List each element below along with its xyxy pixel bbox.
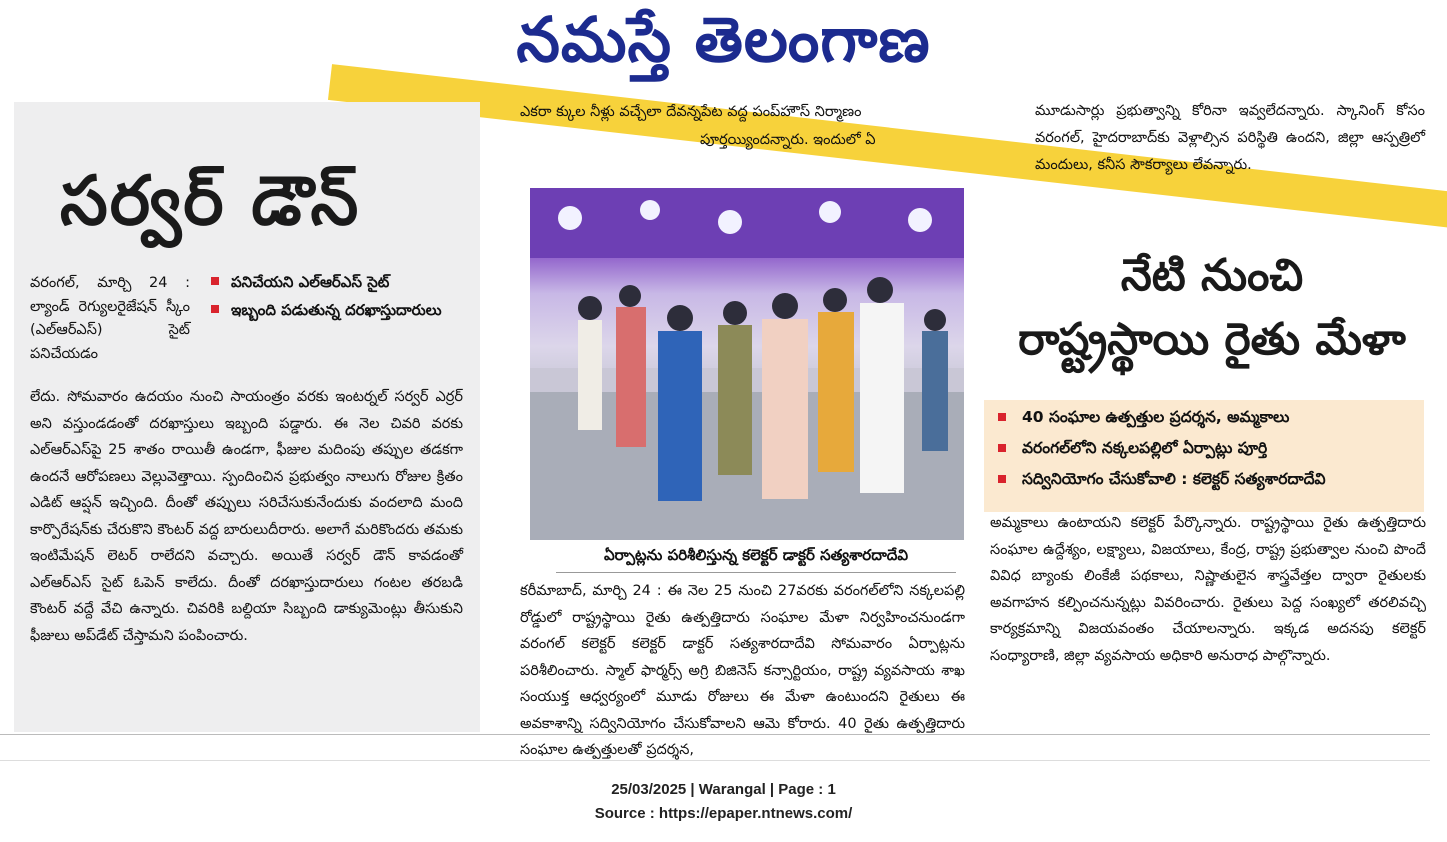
- left-article-body-text: లేదు. సోమవారం ఉదయం నుంచి సాయంత్రం వరకు ఇంటర్నల్ సర్వర్ ఎర్రర్ అని వస్తుండడంతో దరఖాస్తులు ఇబ్బంది పడ్డారు. ఈ నెల చివరి వరకు ఎల్ఆర్ఎస్‌పై 25 శాతం రాయితీ ఉండగా, ఫీజుల మదింపు తప్పుల తడకగా ఉందనే ఆరోపణలు వెల్లువెత్తాయి. స్పందించిన ప్రభుత్వం నాలుగు రోజుల క్రితం ఎడిట్ ఆప్షన్ ఇచ్చింది. దీంతో తప్పులు సరిచేసుకునేందుకు వందలాది మంది కార్పొరేషన్‌కు చేరుకొని కౌంటర్ వద్ద బారులుదీరారు. అలాగే మరికొందరు తమకు ఇంటిమేషన్ లెటర్ రాలేదని వచ్చారు. అయితే సర్వర్ డౌన్ కావడంతో ఎల్ఆర్ఎస్ సైట్ ఓపెన్ కాలేదు. దీంతో దరఖాస్తుదారులు గంటల తరబడి కౌంటర్ వద్దే వేచి ఉన్నారు. చివరికి బల్దియా సిబ్బంది డాక్యుమెంట్లు తీసుకుని ఫీజులు అప్‌డేట్ చేస్తామని పంపించారు.: [30, 389, 463, 644]
- right-headline-line1: నేటి నుంచి: [1120, 250, 1304, 301]
- collector-inspection-photo: [530, 188, 964, 540]
- top-strip-mid-line: పూర్తయ్యిందన్నారు. ఇందులో ఏ: [700, 132, 876, 148]
- bullet-item: [205, 298, 465, 322]
- red-square-bullet-icon: [998, 475, 1006, 483]
- left-article-body: [30, 384, 463, 649]
- right-article-headline: [992, 244, 1432, 372]
- bullet-item: [984, 466, 1424, 493]
- bullet-text: 40 సంఘాల ఉత్పత్తుల ప్రదర్శన, అమ్మకాలు: [1022, 408, 1290, 426]
- red-square-bullet-icon: [998, 413, 1006, 421]
- photo-caption: ఏర్పాట్లను పరిశీలిస్తున్న కలెక్టర్ డాక్టర్ సత్యశారదాదేవి: [556, 546, 956, 573]
- bullet-item: [984, 435, 1424, 462]
- left-article-dateline: వరంగల్, మార్చి 24 : ల్యాండ్ రెగ్యులరైజేషన్ స్కీం (ఎల్ఆర్ఎస్) సైట్ పనిచేయడం: [30, 275, 190, 362]
- page-bottom-rule-2: [0, 760, 1430, 761]
- footer-date-edition: 25/03/2025 | Warangal | Page : 1: [611, 781, 836, 798]
- page-footer: [0, 778, 1447, 826]
- bullet-text: సద్వినియోగం చేసుకోవాలి : కలెక్టర్ సత్యశారదాదేవి: [1022, 470, 1326, 488]
- top-strip-right-text: మూడుసార్లు ప్రభుత్వాన్ని కోరినా ఇవ్వలేదన్నారు. స్కానింగ్ కోసం వరంగల్, హైదరాబాద్‌కు వెళ్లాల్సిన పరిస్థితి ఉందని, జిల్లా ఆస్పత్రిలో మందులు, కనీస సౌకర్యాలు లేవన్నారు.: [1035, 103, 1425, 173]
- bullet-item: [984, 404, 1424, 431]
- footer-source-link[interactable]: Source : https://epaper.ntnews.com/: [594, 805, 853, 822]
- right-article-bullets: [984, 400, 1424, 512]
- right-article-mid-body: కరీమాబాద్, మార్చి 24 : ఈ నెల 25 నుంచి 27వరకు వరంగల్‌లోని నక్కలపల్లి రోడ్డులో రాష్ట్రస్థాయి రైతు ఉత్పత్తిదారు సంఘాల మేళా నిర్వహించనుండగా వరంగల్ కలెక్టర్ కలెక్టర్ డాక్టర్ సత్యశారదాదేవి సోమవారం ఏర్పాట్లను పరిశీలించారు. స్మాల్ ఫార్మర్స్ అగ్రి బిజినెస్ కన్సార్టియం, రాష్ట్ర వ్యవసాయ శాఖ సంయుక్త ఆధ్వర్యంలో మూడు రోజులు ఈ మేళా ఉంటుందని రైతులు ఈ అవకాశాన్ని సద్వినియోగం చేసుకోవాలని ఆమె కోరారు. 40 రైతు ఉత్పత్తిదారు సంఘాల ఉత్పత్తులతో ప్రదర్శన,: [520, 583, 965, 758]
- page-bottom-rule: [0, 734, 1430, 735]
- newspaper-masthead: నమస్తే తెలంగాణ: [516, 3, 931, 76]
- right-article-middle-column: [520, 578, 965, 764]
- red-square-bullet-icon: [211, 305, 219, 313]
- left-article-headline: సర్వర్ డౌన్: [60, 162, 361, 241]
- red-square-bullet-icon: [998, 444, 1006, 452]
- top-strip-middle-text: [520, 98, 1005, 154]
- newspaper-page: [0, 92, 1447, 758]
- right-article-right-body: అమ్మకాలు ఉంటాయని కలెక్టర్ పేర్కొన్నారు. రాష్ట్రస్థాయి రైతు ఉత్పత్తిదారు సంఘాల ఉద్దేశ్యం, లక్ష్యాలు, విజయాలు, కేంద్ర, రాష్ట్ర ప్రభుత్వాల నుంచి పొందే వివిధ బ్యాంకు లింకేజీ పథకాలు, నిష్ణాతులైన శాస్త్రవేత్తల ద్వారా రైతులకు అవగాహన కల్పించనున్నట్లు వివరించారు. రైతులు పెద్ద సంఖ్యలో తరలివచ్చి కార్యక్రమాన్ని విజయవంతం చేయాలన్నారు. ఇక్కడ అదనపు కలెక్టర్ సంధ్యారాణి, జిల్లా వ్యవసాయ అధికారి అనురాధ పాల్గొన్నారు.: [990, 515, 1426, 664]
- bullet-text: ఇబ్బంది పడుతున్న దరఖాస్తుదారులు: [231, 301, 442, 319]
- bullet-item: [205, 270, 465, 294]
- right-article-right-column: [990, 510, 1426, 669]
- red-square-bullet-icon: [211, 277, 219, 285]
- top-strip-mid-line: ఎకరా క్కుల నీళ్లు వచ్చేలా దేవన్నపేట వద్ద పంప్‌హౌస్ నిర్మాణం: [520, 104, 862, 120]
- photo-illustration: [530, 188, 964, 540]
- bullet-text: పనిచేయని ఎల్ఆర్ఎస్ సైట్: [231, 273, 390, 291]
- left-article-bullets: [205, 270, 465, 326]
- bullet-text: వరంగల్‌లోని నక్కలపల్లిలో ఏర్పాట్లు పూర్తి: [1022, 439, 1268, 457]
- right-headline-line2: రాష్ట్రస్థాయి రైతు మేళా: [1018, 314, 1406, 365]
